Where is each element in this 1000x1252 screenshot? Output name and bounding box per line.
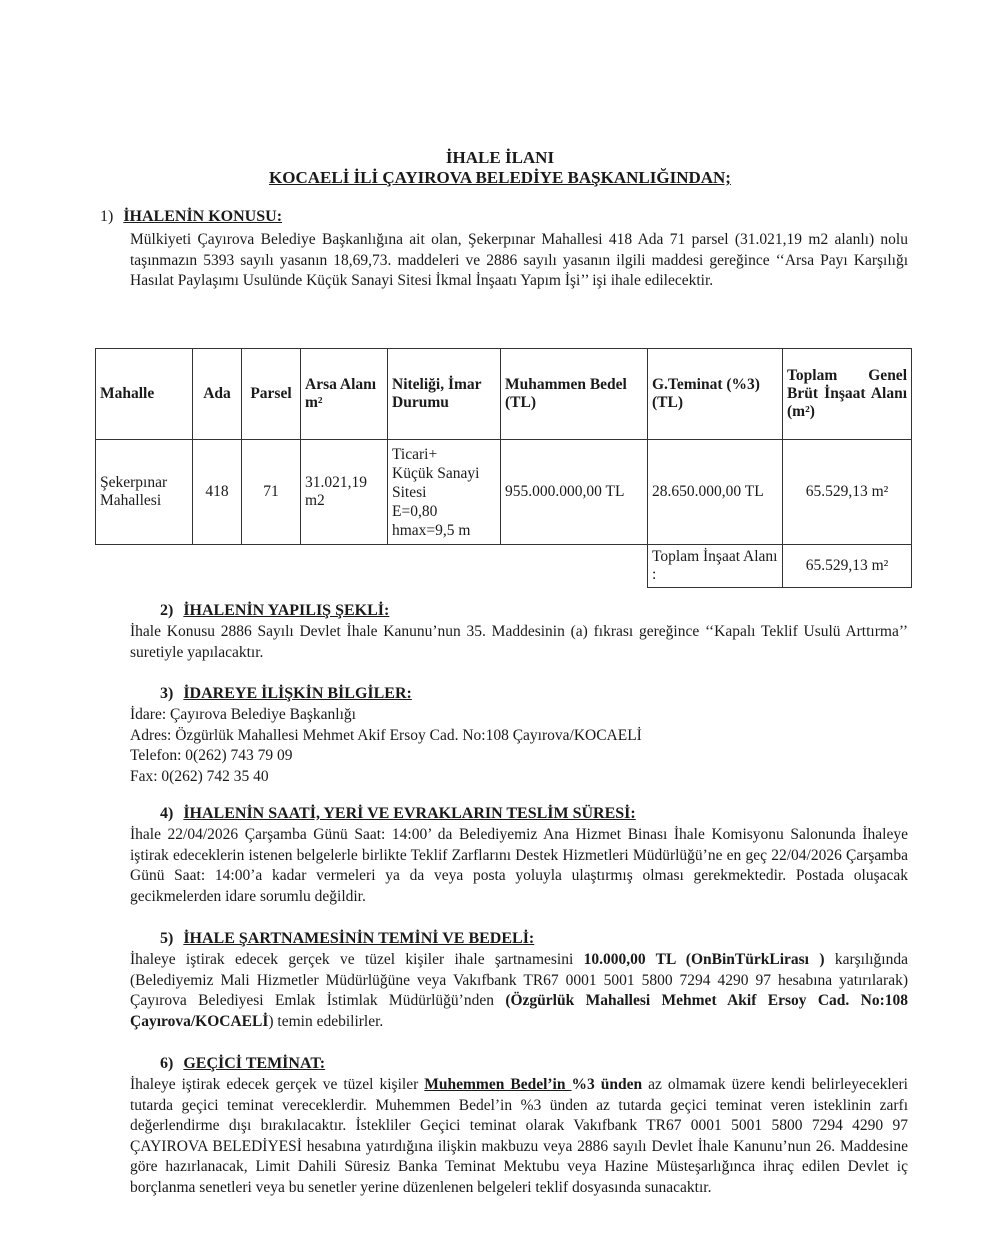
text-fragment: az olmamak üzere kendi belirleyecekleri tutarda geçici teminat vereceklerdir. Muhemmen Bedel’in %3 ünden az tutarda geçici teminat veren isteklinin zarfı değerlendirme dışı bırakılacaktır. İstekliler Geçici teminat olarak Vakıfbank TR67 0001 5001 5800 7294 4290 97 ÇAYIROVA BELEDİYESİ hesabına yatırdığına ilişkin makbuzu veya 2886 sayılı Devlet İhale Kanunu’nun 26. Maddesine göre hazırlanacak, Limit Dahili Süresiz Banka Teminat Mektubu veya Hazine Müsteşarlığınca ihraç edilen Devlet iç borçlanma senetleri veya bu senetler yerine düzenlenen belgeleri teklif dosyasında sunacaktır. bbox=[130, 1076, 908, 1196]
emphasis-percent: %3 ünden bbox=[571, 1076, 643, 1093]
nitelik-line: hmax=9,5 m bbox=[392, 521, 471, 539]
text-fragment: İhaleye iştirak edecek gerçek ve tüzel kişiler bbox=[130, 1076, 425, 1093]
table-total-row bbox=[96, 545, 912, 588]
adres-line: Adres: Özgürlük Mahallesi Mehmet Akif Ersoy Cad. No:108 Çayırova/KOCAELİ bbox=[130, 726, 642, 744]
th-mahalle: Mahalle bbox=[96, 349, 193, 440]
table-header-row bbox=[96, 349, 912, 440]
nitelik-line: Küçük Sanayi bbox=[392, 464, 480, 482]
text-fragment: İhaleye iştirak edecek gerçek ve tüzel kişiler ihale şartnamesini bbox=[130, 951, 584, 968]
section-number: 6) bbox=[160, 1055, 174, 1072]
idare-line: İdare: Çayırova Belediye Başkanlığı bbox=[130, 706, 356, 723]
th-nitelik: Niteliği, İmar Durumu bbox=[388, 349, 501, 440]
section-3-lines bbox=[130, 705, 908, 787]
cell-arsa-alani: 31.021,19 m2 bbox=[301, 440, 388, 545]
section-title: İHALENİN KONUSU: bbox=[123, 208, 283, 225]
section-1-heading bbox=[100, 208, 282, 226]
text-fragment: karşılığında (Belediyemiz Mali Hizmetler Müdürlüğüne veya Vakıfbank TR67 0001 5001 5800 7294 4290 97 hesabına yatırılarak) Çayırova Belediyesi Emlak İstimlak Müdürlüğü’nden bbox=[130, 951, 908, 1009]
section-5-text bbox=[130, 950, 908, 1032]
section-2-heading bbox=[160, 602, 389, 620]
section-1-text: Mülkiyeti Çayırova Belediye Başkanlığına ait olan, Şekerpınar Mahallesi 418 Ada 71 parsel (31.021,19 m2 alanlı) nolu taşınmazın 5393 sayılı yasanın 18,69,73. maddeleri ve 2886 sayılı yasanın ilgili maddesi gereğince ‘‘Arsa Payı Karşılığı Hasılat Paylaşımı Usulünde Küçük Sanayi Sitesi İkmal İnşaatı Yapım İşi’’ işi ihale edilecektir. bbox=[130, 231, 908, 289]
cell-ada: 418 bbox=[193, 440, 242, 545]
th-muhammen-bedel: Muhammen Bedel (TL) bbox=[501, 349, 648, 440]
th-arsa-alani: Arsa Alanı m² bbox=[301, 349, 388, 440]
cell-muhammen-bedel: 955.000.000,00 TL bbox=[501, 440, 648, 545]
th-brut-alan: Toplam Genel Brüt İnşaat Alanı (m²) bbox=[783, 349, 912, 440]
telefon-line: Telefon: 0(262) 743 79 09 bbox=[130, 747, 293, 764]
section-title: İHALENİN SAATİ, YERİ VE EVRAKLARIN TESLİM SÜRESİ: bbox=[183, 805, 636, 822]
section-number: 3) bbox=[160, 685, 174, 702]
nitelik-line: Sitesi bbox=[392, 483, 427, 501]
section-title: İDAREYE İLİŞKİN BİLGİLER: bbox=[183, 685, 412, 702]
property-table bbox=[95, 348, 912, 588]
total-value: 65.529,13 m² bbox=[783, 545, 912, 588]
emphasis-muhammen: Muhemmen Bedel’in bbox=[424, 1076, 572, 1093]
nitelik-line: E=0,80 bbox=[392, 502, 438, 520]
total-label: Toplam İnşaat Alanı : bbox=[648, 545, 783, 588]
section-6-heading bbox=[160, 1055, 325, 1073]
section-title: İHALENİN YAPILIŞ ŞEKLİ: bbox=[183, 602, 390, 619]
empty-cell bbox=[96, 545, 648, 588]
section-4-heading bbox=[160, 805, 636, 823]
cell-brut-alan: 65.529,13 m² bbox=[783, 440, 912, 545]
th-parsel: Parsel bbox=[242, 349, 301, 440]
fax-line: Fax: 0(262) 742 35 40 bbox=[130, 767, 269, 785]
cell-parsel: 71 bbox=[242, 440, 301, 545]
section-6-text bbox=[130, 1075, 908, 1198]
text-fragment: ) temin edebilirler. bbox=[268, 1012, 384, 1030]
cell-teminat: 28.650.000,00 TL bbox=[648, 440, 783, 545]
section-number: 1) bbox=[100, 208, 114, 225]
th-teminat: G.Teminat (%3)(TL) bbox=[648, 349, 783, 440]
section-title: İHALE ŞARTNAMESİNİN TEMİNİ VE BEDELİ: bbox=[183, 930, 535, 947]
document-subtitle: KOCAELİ İLİ ÇAYIROVA BELEDİYE BAŞKANLIĞINDAN; bbox=[269, 168, 731, 187]
section-number: 4) bbox=[160, 805, 174, 822]
section-number: 5) bbox=[160, 930, 174, 947]
section-3-heading bbox=[160, 685, 412, 703]
nitelik-line: Ticari+ bbox=[392, 445, 438, 463]
table-row bbox=[96, 440, 912, 545]
section-2-text: İhale Konusu 2886 Sayılı Devlet İhale Kanunu’nun 35. Maddesinin (a) fıkrası gereğince ‘‘Kapalı Teklif Usulü Arttırma’’ suretiyle yapılacaktır. bbox=[130, 623, 908, 661]
cell-nitelik bbox=[388, 440, 501, 545]
section-title: GEÇİCİ TEMİNAT: bbox=[183, 1055, 326, 1072]
document-title: İHALE İLANI bbox=[445, 148, 555, 167]
pickup-address: (Özgürlük Mahallesi Mehmet Akif Ersoy Cad. No:108 Çayırova/KOCAELİ bbox=[130, 992, 908, 1030]
section-4-text: İhale 22/04/2026 Çarşamba Günü Saat: 14:00’ da Belediyemiz Ana Hizmet Binası İhale Komisyonu Salonunda İhaleye iştirak edeceklerin istenen belgelerle birlikte Teklif Zarflarını Destek Hizmetleri Müdürlüğü’ne en geç 22/04/2026 Çarşamba Günü Saat: 14:00’a kadar vermeleri ya da veya posta yoluyla ulaştırmış olması gerekmektedir. Postada oluşacak gecikmelerden idare sorumlu değildir. bbox=[130, 826, 908, 905]
th-ada: Ada bbox=[193, 349, 242, 440]
cell-mahalle: Şekerpınar Mahallesi bbox=[96, 440, 193, 545]
fee-amount: 10.000,00 TL (OnBinTürkLirası ) bbox=[583, 951, 825, 968]
section-5-heading bbox=[160, 930, 534, 948]
section-number: 2) bbox=[160, 602, 174, 619]
